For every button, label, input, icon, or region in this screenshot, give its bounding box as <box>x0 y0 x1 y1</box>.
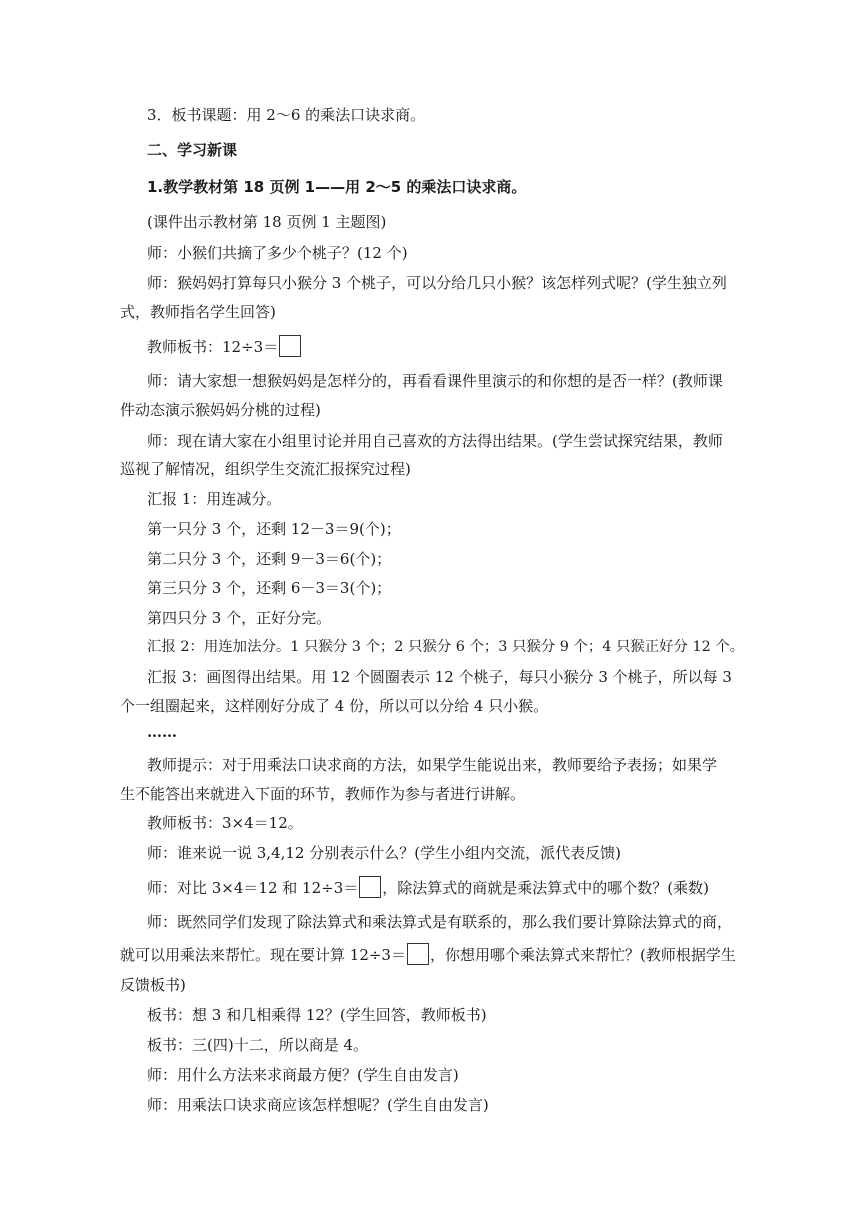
report-1-step: 第一只分 3 个，还剩 12－3＝9(个)； <box>147 520 401 538</box>
question <box>120 943 740 965</box>
report-1-step: 第四只分 3 个，正好分完。 <box>147 609 332 627</box>
report-3: 汇报 3：画图得出结果。用 12 个圆圈表示 12 个桃子，每只小猴分 3 个桃子，所以每 3 <box>147 668 732 686</box>
report-1-step: 第二只分 3 个，还剩 9－3＝6(个)； <box>147 550 392 568</box>
teacher-tip: 生不能答出来就进入下面的环节，教师作为参与者进行讲解。 <box>120 785 526 803</box>
board-writing: 板书：三(四)十二，所以商是 4。 <box>147 1036 369 1054</box>
board-writing-text: 教师板书：12÷3＝ <box>147 338 279 356</box>
report-1: 汇报 1：用连减分。 <box>147 490 282 508</box>
paragraph: 师：现在请大家在小组里讨论并用自己喜欢的方法得出结果。(学生尝试探究结果，教师 <box>147 432 723 450</box>
report-2: 汇报 2：用连加法分。1 只猴分 3 个；2 只猴分 6 个；3 只猴分 9 个；4 只猴正好分 12 个。 <box>147 639 745 655</box>
paragraph: 件动态演示猴妈妈分桃的过程) <box>120 401 321 419</box>
answer-box <box>407 943 429 965</box>
question: 师：用什么方法来求商最方便？(学生自由发言) <box>147 1066 459 1084</box>
ellipsis: …… <box>147 723 177 741</box>
example-title: 1.教学教材第 18 页例 1——用 2～5 的乘法口诀求商。 <box>147 178 527 196</box>
question-text: ，除法算式的商就是乘法算式中的哪个数？(乘数) <box>382 879 709 897</box>
answer-box <box>279 335 301 357</box>
question: 师：既然同学们发现了除法算式和乘法算式是有联系的，那么我们要计算除法算式的商， <box>147 913 733 931</box>
question: 师：用乘法口诀求商应该怎样想呢？(学生自由发言) <box>147 1096 489 1114</box>
question-text: 师：对比 3×4＝12 和 12÷3＝ <box>147 879 359 897</box>
paragraph: 师：猴妈妈打算每只小猴分 3 个桃子，可以分给几只小猴？该怎样列式呢？(学生独立列 <box>147 274 727 292</box>
question-text: 就可以用乘法来帮忙。现在要计算 12÷3＝ <box>120 946 406 964</box>
section-heading: 二、学习新课 <box>147 141 238 159</box>
report-3: 个一组圈起来，这样刚好分成了 4 份，所以可以分给 4 只小猴。 <box>120 697 549 715</box>
board-writing: 教师板书：3×4＝12。 <box>147 814 303 832</box>
report-1-step: 第三只分 3 个，还剩 6－3＝3(个)； <box>147 579 392 597</box>
board-writing <box>147 335 767 357</box>
paragraph: 式，教师指名学生回答) <box>120 303 276 321</box>
paragraph: 巡视了解情况，组织学生交流汇报探究过程) <box>120 460 411 478</box>
paragraph: 师：请大家想一想猴妈妈是怎样分的，再看看课件里演示的和你想的是否一样？(教师课 <box>147 372 723 390</box>
question: 师：谁来说一说 3,4,12 分别表示什么？(学生小组内交流，派代表反馈) <box>147 844 621 862</box>
teacher-tip: 教师提示：对于用乘法口诀求商的方法，如果学生能说出来，教师要给予表扬；如果学 <box>147 756 718 774</box>
question <box>147 876 767 898</box>
paragraph: (课件出示教材第 18 页例 1 主题图) <box>147 213 387 231</box>
paragraph: 师：小猴们共摘了多少个桃子？(12 个) <box>147 244 408 262</box>
question-text: ，你想用哪个乘法算式来帮忙？(教师根据学生 <box>429 946 736 964</box>
answer-box <box>359 876 381 898</box>
question: 反馈板书) <box>120 976 186 994</box>
board-writing: 板书：想 3 和几相乘得 12？(学生回答，教师板书) <box>147 1006 487 1024</box>
item-3-heading: 3．板书课题：用 2～6 的乘法口诀求商。 <box>147 106 426 124</box>
